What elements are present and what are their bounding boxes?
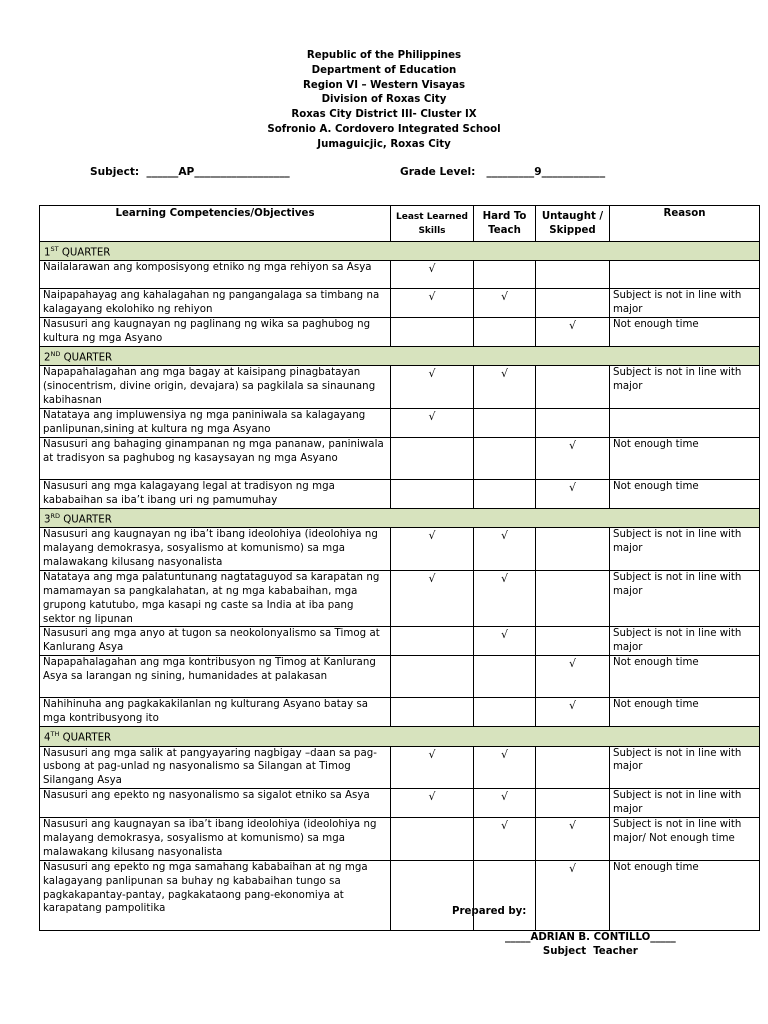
untaught-check-cell	[536, 479, 610, 508]
check-mark-icon: √	[500, 790, 508, 804]
quarter-ordinal-suffix: RD	[50, 511, 61, 520]
grade-level-label: Grade Level:	[400, 166, 476, 178]
hard-check-cell	[474, 627, 536, 656]
quarter-ordinal: 2	[44, 352, 51, 364]
least-check-cell	[391, 860, 474, 930]
quarter-ordinal-suffix: TH	[50, 730, 60, 739]
check-mark-icon: √	[428, 571, 436, 585]
quarter-row	[40, 347, 760, 366]
quarter-ordinal-suffix: ND	[50, 350, 61, 359]
table-header-row	[40, 206, 760, 242]
hard-check-cell	[474, 698, 536, 727]
least-check-cell	[391, 746, 474, 789]
untaught-check-cell	[536, 746, 610, 789]
teacher-title: Subject Teacher	[542, 946, 638, 957]
competency-cell: Nasusuri ang kaugnayan sa iba’t ibang ideolohiya (ideolohiya ng malayang demokrasya, sosyalismo at komunismo) sa mga malawakang kilusang nasyonalista	[40, 818, 391, 861]
competency-cell: Nasusuri ang mga anyo at tugon sa neokolonyalismo sa Timog at Kanlurang Asya	[40, 627, 391, 656]
reason-cell: Subject is not in line with major	[610, 528, 760, 571]
hard-check-cell	[474, 318, 536, 347]
competency-cell: Nasusuri ang bahaging ginampanan ng mga pananaw, paniniwala at tradisyon sa paghubog ng kasaysayan ng mga Asyano	[40, 437, 391, 479]
competency-cell: Napapahalagahan ang mga kontribusyon ng Timog at Kanlurang Asya sa larangan ng sining, humanidades at palakasan	[40, 656, 391, 698]
header-line-address: Jumaguicjic, Roxas City	[317, 138, 451, 150]
grade-level-field: Grade Level: _________9____________	[400, 166, 606, 178]
least-check-cell	[391, 318, 474, 347]
untaught-check-cell	[536, 261, 610, 289]
table-row	[40, 528, 760, 571]
hard-check-cell	[474, 570, 536, 627]
untaught-check-cell	[536, 528, 610, 571]
untaught-check-cell	[536, 698, 610, 727]
header-competency: Learning Competencies/Objectives	[40, 206, 391, 242]
untaught-check-cell	[536, 818, 610, 861]
grade-level-value: 9	[534, 166, 542, 178]
check-mark-icon: √	[428, 410, 436, 424]
hard-check-cell	[474, 437, 536, 479]
subject-label: Subject:	[90, 166, 140, 178]
table-row	[40, 656, 760, 698]
quarter-ordinal: 1	[44, 247, 51, 259]
prepared-by-label: Prepared by:	[452, 906, 527, 917]
quarter-text: QUARTER	[58, 247, 111, 259]
hard-check-cell	[474, 409, 536, 438]
least-check-cell	[391, 261, 474, 289]
table-row	[40, 627, 760, 656]
subject-field: Subject: ______AP__________________	[90, 166, 290, 178]
table-row	[40, 318, 760, 347]
teacher-name-line: _____ADRIAN B. CONTILLO_____	[505, 932, 676, 943]
least-check-cell	[391, 366, 474, 409]
untaught-check-cell	[536, 366, 610, 409]
hard-check-cell	[474, 656, 536, 698]
check-mark-icon: √	[428, 529, 436, 543]
hard-check-cell	[474, 860, 536, 930]
untaught-check-cell	[536, 318, 610, 347]
hard-check-cell	[474, 818, 536, 861]
reason-cell: Not enough time	[610, 656, 760, 698]
check-mark-icon: √	[568, 438, 576, 452]
quarter-label	[40, 242, 760, 261]
reason-cell	[610, 409, 760, 438]
header-line-region: Region VI – Western Visayas	[302, 79, 466, 91]
untaught-check-cell	[536, 289, 610, 318]
competency-cell: Naipapahayag ang kahalagahan ng pangangalaga sa timbang na kalagayang ekolohiko ng rehiyon	[40, 289, 391, 318]
table-row	[40, 860, 760, 930]
check-mark-icon: √	[500, 571, 508, 585]
reason-cell: Subject is not in line with major	[610, 789, 760, 818]
competency-table	[39, 205, 760, 931]
reason-cell: Subject is not in line with major/ Not enough time	[610, 818, 760, 861]
table-row	[40, 818, 760, 861]
check-mark-icon: √	[568, 319, 576, 333]
check-mark-icon: √	[568, 819, 576, 833]
untaught-check-cell	[536, 570, 610, 627]
untaught-check-cell	[536, 409, 610, 438]
hard-check-cell	[474, 789, 536, 818]
quarter-row	[40, 508, 760, 527]
reason-cell: Subject is not in line with major	[610, 289, 760, 318]
competency-cell: Nahihinuha ang pagkakakilanlan ng kulturang Asyano batay sa mga kontribusyong ito	[40, 698, 391, 727]
check-mark-icon: √	[568, 480, 576, 494]
check-mark-icon: √	[428, 747, 436, 761]
header-line-department: Department of Education	[311, 64, 457, 76]
check-mark-icon: √	[500, 290, 508, 304]
header-untaught: Untaught / Skipped	[536, 206, 610, 242]
quarter-ordinal: 4	[44, 732, 51, 744]
header-hard-to-teach: Hard To Teach	[474, 206, 536, 242]
untaught-check-cell	[536, 789, 610, 818]
table-row	[40, 409, 760, 438]
check-mark-icon: √	[568, 657, 576, 671]
competency-cell: Nailalarawan ang komposisyong etniko ng mga rehiyon sa Asya	[40, 261, 391, 289]
header-reason: Reason	[610, 206, 760, 242]
least-check-cell	[391, 656, 474, 698]
quarter-text: QUARTER	[60, 352, 113, 364]
check-mark-icon: √	[500, 367, 508, 381]
table-body	[40, 242, 760, 931]
competency-cell: Natataya ang impluwensiya ng mga paniniwala sa kalagayang panlipunan,sining at kultura ng mga Asyano	[40, 409, 391, 438]
check-mark-icon: √	[500, 529, 508, 543]
quarter-text: QUARTER	[59, 732, 112, 744]
least-check-cell	[391, 789, 474, 818]
check-mark-icon: √	[568, 861, 576, 875]
check-mark-icon: √	[428, 790, 436, 804]
quarter-label	[40, 347, 760, 366]
competency-cell: Nasusuri ang mga salik at pangyayaring nagbigay –daan sa pag-usbong at pag-unlad ng nasyonalismo sa Silangan at Timog Silangang Asya	[40, 746, 391, 789]
untaught-check-cell	[536, 627, 610, 656]
check-mark-icon: √	[500, 747, 508, 761]
reason-cell: Not enough time	[610, 479, 760, 508]
least-check-cell	[391, 627, 474, 656]
teacher-name: ADRIAN B. CONTILLO	[530, 932, 651, 943]
competency-cell: Napapahalagahan ang mga bagay at kaisipang pinagbatayan (sinocentrism, divine origin, devajara) sa pagkilala sa sinaunang kabihasnan	[40, 366, 391, 409]
check-mark-icon: √	[428, 367, 436, 381]
reason-cell: Subject is not in line with major	[610, 627, 760, 656]
check-mark-icon: √	[428, 290, 436, 304]
untaught-check-cell	[536, 860, 610, 930]
least-check-cell	[391, 409, 474, 438]
untaught-check-cell	[536, 437, 610, 479]
hard-check-cell	[474, 746, 536, 789]
table-row	[40, 698, 760, 727]
competency-cell: Nasusuri ang mga kalagayang legal at tradisyon ng mga kababaihan sa iba’t ibang uri ng pamumuhay	[40, 479, 391, 508]
least-check-cell	[391, 289, 474, 318]
header-line-division: Division of Roxas City	[321, 94, 447, 106]
table-row	[40, 746, 760, 789]
hard-check-cell	[474, 479, 536, 508]
quarter-ordinal-suffix: ST	[50, 245, 59, 253]
hard-check-cell	[474, 528, 536, 571]
untaught-check-cell	[536, 656, 610, 698]
check-mark-icon: √	[500, 628, 508, 642]
table-row	[40, 570, 760, 627]
least-check-cell	[391, 437, 474, 479]
hard-check-cell	[474, 289, 536, 318]
quarter-row	[40, 727, 760, 746]
quarter-label	[40, 508, 760, 527]
table-row	[40, 789, 760, 818]
school-header	[0, 49, 768, 153]
competency-cell: Nasusuri ang epekto ng mga samahang kababaihan at ng mga kalagayang panlipunan sa buhay ng kababaihan tungo sa pagkakapantay-pantay, pagkakataong pang-ekonomiya at karapatang pampolitika	[40, 860, 391, 930]
hard-check-cell	[474, 261, 536, 289]
reason-cell: Subject is not in line with major	[610, 746, 760, 789]
header-line-republic: Republic of the Philippines	[306, 50, 462, 61]
hard-check-cell	[474, 366, 536, 409]
reason-cell: Not enough time	[610, 698, 760, 727]
quarter-row	[40, 242, 760, 261]
competency-cell: Natataya ang mga palatuntunang nagtataguyod sa karapatan ng mamamayan sa pangkalahatan, at ng mga kababaihan, mga grupong katutubo, mga kasapi ng caste sa India at iba pang sektor ng lipunan	[40, 570, 391, 627]
reason-cell: Not enough time	[610, 437, 760, 479]
teacher-signature	[505, 931, 676, 959]
table-row	[40, 479, 760, 508]
reason-cell	[610, 261, 760, 289]
table-row	[40, 261, 760, 289]
table-row	[40, 366, 760, 409]
reason-cell: Subject is not in line with major	[610, 366, 760, 409]
header-line-school: Sofronio A. Cordovero Integrated School	[267, 123, 501, 135]
least-check-cell	[391, 528, 474, 571]
check-mark-icon: √	[500, 819, 508, 833]
competency-cell: Nasusuri ang epekto ng nasyonalismo sa sigalot etniko sa Asya	[40, 789, 391, 818]
quarter-label	[40, 727, 760, 746]
check-mark-icon: √	[428, 262, 436, 276]
least-check-cell	[391, 698, 474, 727]
subject-value: AP	[178, 166, 195, 178]
reason-cell: Not enough time	[610, 318, 760, 347]
quarter-ordinal: 3	[44, 514, 51, 526]
table-row	[40, 437, 760, 479]
header-least-learned: Least Learned Skills	[391, 206, 474, 242]
reason-cell: Not enough time	[610, 860, 760, 930]
least-check-cell	[391, 818, 474, 861]
reason-cell: Subject is not in line with major	[610, 570, 760, 627]
least-check-cell	[391, 570, 474, 627]
header-line-district: Roxas City District III- Cluster IX	[291, 109, 477, 121]
competency-cell: Nasusuri ang kaugnayan ng paglinang ng wika sa paghubog ng kultura ng mga Asyano	[40, 318, 391, 347]
check-mark-icon: √	[568, 699, 576, 713]
least-check-cell	[391, 479, 474, 508]
table-row	[40, 289, 760, 318]
competency-cell: Nasusuri ang kaugnayan ng iba’t ibang ideolohiya (ideolohiya ng malayang demokrasya, sosyalismo at komunismo) sa mga malawakang kilusang nasyonalista	[40, 528, 391, 571]
quarter-text: QUARTER	[60, 514, 112, 526]
